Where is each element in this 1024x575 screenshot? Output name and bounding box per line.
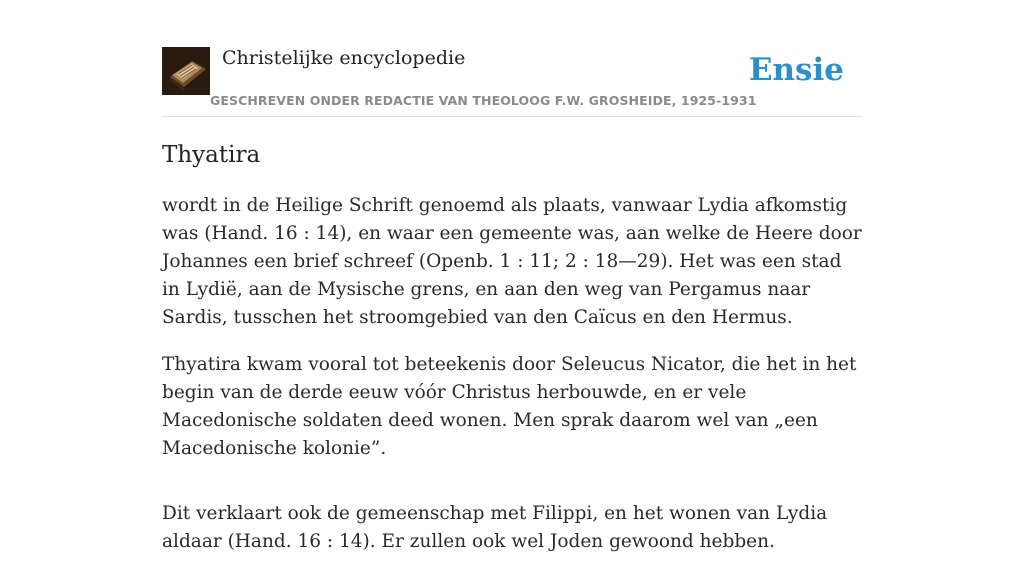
article-title: Thyatira (162, 142, 261, 168)
article-body (162, 192, 862, 575)
site-header (162, 46, 862, 117)
brand-logo[interactable]: Ensie (748, 52, 844, 88)
article-paragraph: Dit verklaart ook de gemeenschap met Filippi, en het wonen van Lydia aldaar (Hand. 16 : 14). Er zullen ook wel Joden gewoond hebben. (162, 503, 828, 552)
article-paragraph: Thyatira kwam vooral tot beteekenis door Seleucus Nicator, die het in het begin van de derde eeuw vóór Christus herbouwde, en er vele Macedonische soldaten deed wonen. Men sprak daarom wel van „een Macedonische kolonie”. (162, 354, 857, 459)
article-paragraph: wordt in de Heilige Schrift genoemd als plaats, vanwaar Lydia afkomstig was (Hand. 16 : 14), en waar een gemeente was, aan welke de Heere door Johannes een brief schreef (Openb. 1 : 11; 2 : 18—29). Het was een stad in Lydië, aan de Mysische grens, en aan den weg van Pergamus naar Sardis, tusschen het stroomgebied van den Caïcus en den Hermus. (162, 195, 862, 328)
publication-avatar[interactable] (162, 47, 210, 95)
book-cover-icon (162, 47, 210, 95)
publication-subtitle: GESCHREVEN ONDER REDACTIE VAN THEOLOOG F.W. GROSHEIDE, 1925-1931 (210, 93, 757, 108)
publication-title[interactable]: Christelijke encyclopedie (222, 47, 466, 69)
